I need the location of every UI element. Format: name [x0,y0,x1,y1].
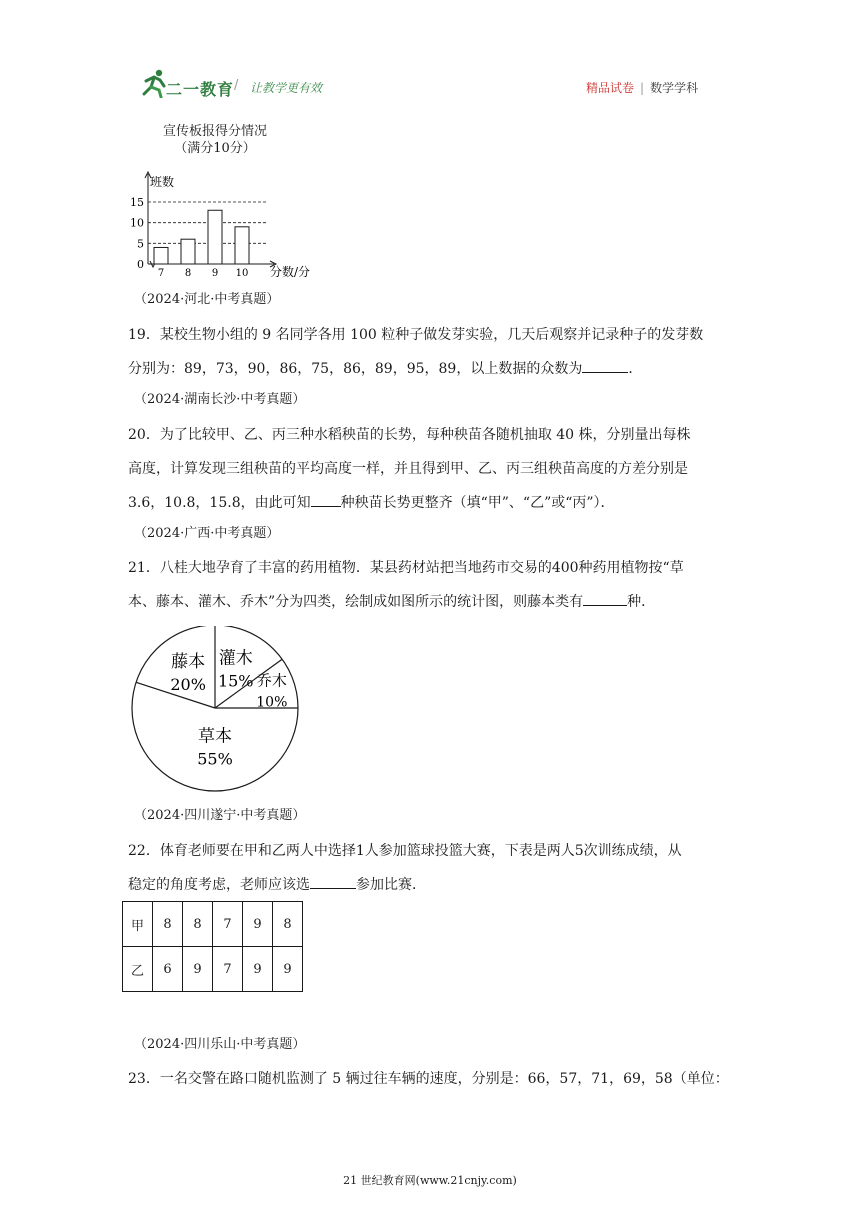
q20-text: 3.6，10.8，15.8，由此可知 [128,495,311,511]
table-cell: 7 [213,902,243,947]
q20-end: 种秧苗长势更整齐（填“甲”、“乙”或“丙”）． [340,495,615,511]
question-23 [128,1062,738,1096]
y-tick-label: 10 [130,216,144,230]
pie-slice-label: 乔木 [256,671,287,690]
q19-text: 分别为：89，73，90，86，75，86，89，95，89，以上数据的众数为 [128,361,583,377]
y-tick-label: 5 [137,237,144,251]
bar [208,210,222,264]
table-cell: 甲 [123,902,153,947]
pie-slice-percent: 15% [217,671,254,691]
brand-slogan: 让教学更有效 [250,81,323,95]
y-axis-label: 班数 [150,175,175,189]
table-cell: 8 [183,902,213,947]
y-tick-label: 0 [137,258,144,271]
q20-answer-blank[interactable] [311,492,341,507]
question-19 [128,318,738,386]
pie-slice-label: 灌木 [218,648,253,669]
table-cell: 9 [183,947,213,992]
q21-end: 种． [627,594,656,610]
q21-answer-blank[interactable] [583,591,627,606]
runner-logo-icon [140,68,168,98]
q22-line1: 22．体育老师要在甲和乙两人中选择1人参加篮球投篮大赛，下表是两人5次训练成绩，从 [128,843,682,859]
pie-chart [120,626,310,796]
page-footer: 21 世纪教育网(www.21cnjy.com) [343,1174,517,1187]
source-q19: （2024·河北·中考真题） [134,292,280,307]
q21-text: 本、藤本、灌木、乔木”分为四类，绘制成如图所示的统计图，则藤本类有 [128,594,584,610]
question-21 [128,551,738,619]
q19-answer-blank[interactable] [582,358,628,373]
q20-line2: 高度，计算发现三组秧苗的平均高度一样，并且得到甲、乙、丙三组秧苗高度的方差分别是 [128,461,688,477]
header-subject [586,79,698,96]
score-table [122,901,303,992]
pie-slice-percent: 10% [256,694,288,711]
table-row [123,902,303,947]
source-q20: （2024·湖南长沙·中考真题） [134,392,306,407]
table-cell: 乙 [123,947,153,992]
source-q21: （2024·广西·中考真题） [134,526,280,541]
brand-name: 二一教育 [166,80,235,99]
q20-line1: 20．为了比较甲、乙、丙三种水稻秧苗的长势，每种秧苗各随机抽取 40 株，分别量出每株 [128,427,691,443]
x-tick-label: 8 [184,268,192,279]
bar-chart [126,168,336,283]
q22-line2 [128,868,738,902]
q20-line3 [128,486,738,520]
bar-chart-plot [130,172,310,279]
pie-slice-label: 草本 [198,726,232,747]
q19-line1: 19．某校生物小组的 9 名同学各用 100 粒种子做发芽实验，几天后观察并记录种子的发芽数 [128,327,704,343]
brand-separator: / [234,78,239,93]
pie-chart-plot [132,626,298,791]
y-tick-label: 15 [130,196,144,209]
question-22 [128,834,738,902]
pie-slice-label: 藤本 [171,652,206,673]
bar-chart-title-block [160,123,270,157]
q21-line1: 21．八桂大地孕育了丰富的药用植物．某县药材站把当地药市交易的400种药用植物按“草 [128,560,684,576]
source-q22: （2024·四川遂宁·中考真题） [134,808,306,823]
table-cell: 8 [153,902,183,947]
bar [154,247,168,264]
bar [235,227,249,264]
header-label-quality: 精品试卷 [586,81,635,95]
pie-slice-percent: 20% [170,675,206,695]
table-cell: 6 [153,947,183,992]
table-cell: 9 [243,947,273,992]
q21-line2 [128,585,738,619]
q22-answer-blank[interactable] [310,874,356,889]
x-tick-label: 10 [235,268,249,279]
table-cell: 7 [213,947,243,992]
q22-text: 稳定的角度考虑，老师应该选 [128,877,310,893]
table-cell: 9 [273,947,303,992]
q22-end: 参加比赛． [356,877,426,893]
table-row [123,947,303,992]
q19-end: ． [628,361,643,377]
bar [181,239,195,264]
x-tick-label: 9 [211,268,219,279]
bar-chart-subtitle: （满分10分） [174,141,256,156]
header-label-subject: 数学学科 [650,81,699,95]
q23-line1: 23．一名交警在路口随机监测了 5 辆过往车辆的速度，分别是：66，57，71，69，58（单位： [128,1071,729,1087]
header-divider: | [640,81,645,95]
source-q23: （2024·四川乐山·中考真题） [134,1037,306,1052]
x-axis-label: 分数/分 [270,265,311,279]
x-tick-label: 7 [157,268,165,279]
q19-line2 [128,352,738,386]
pie-slice-percent: 55% [197,749,233,769]
bar-chart-title: 宣传板报得分情况 [162,124,267,139]
table-cell: 8 [273,902,303,947]
table-cell: 9 [243,902,273,947]
question-20 [128,418,738,520]
